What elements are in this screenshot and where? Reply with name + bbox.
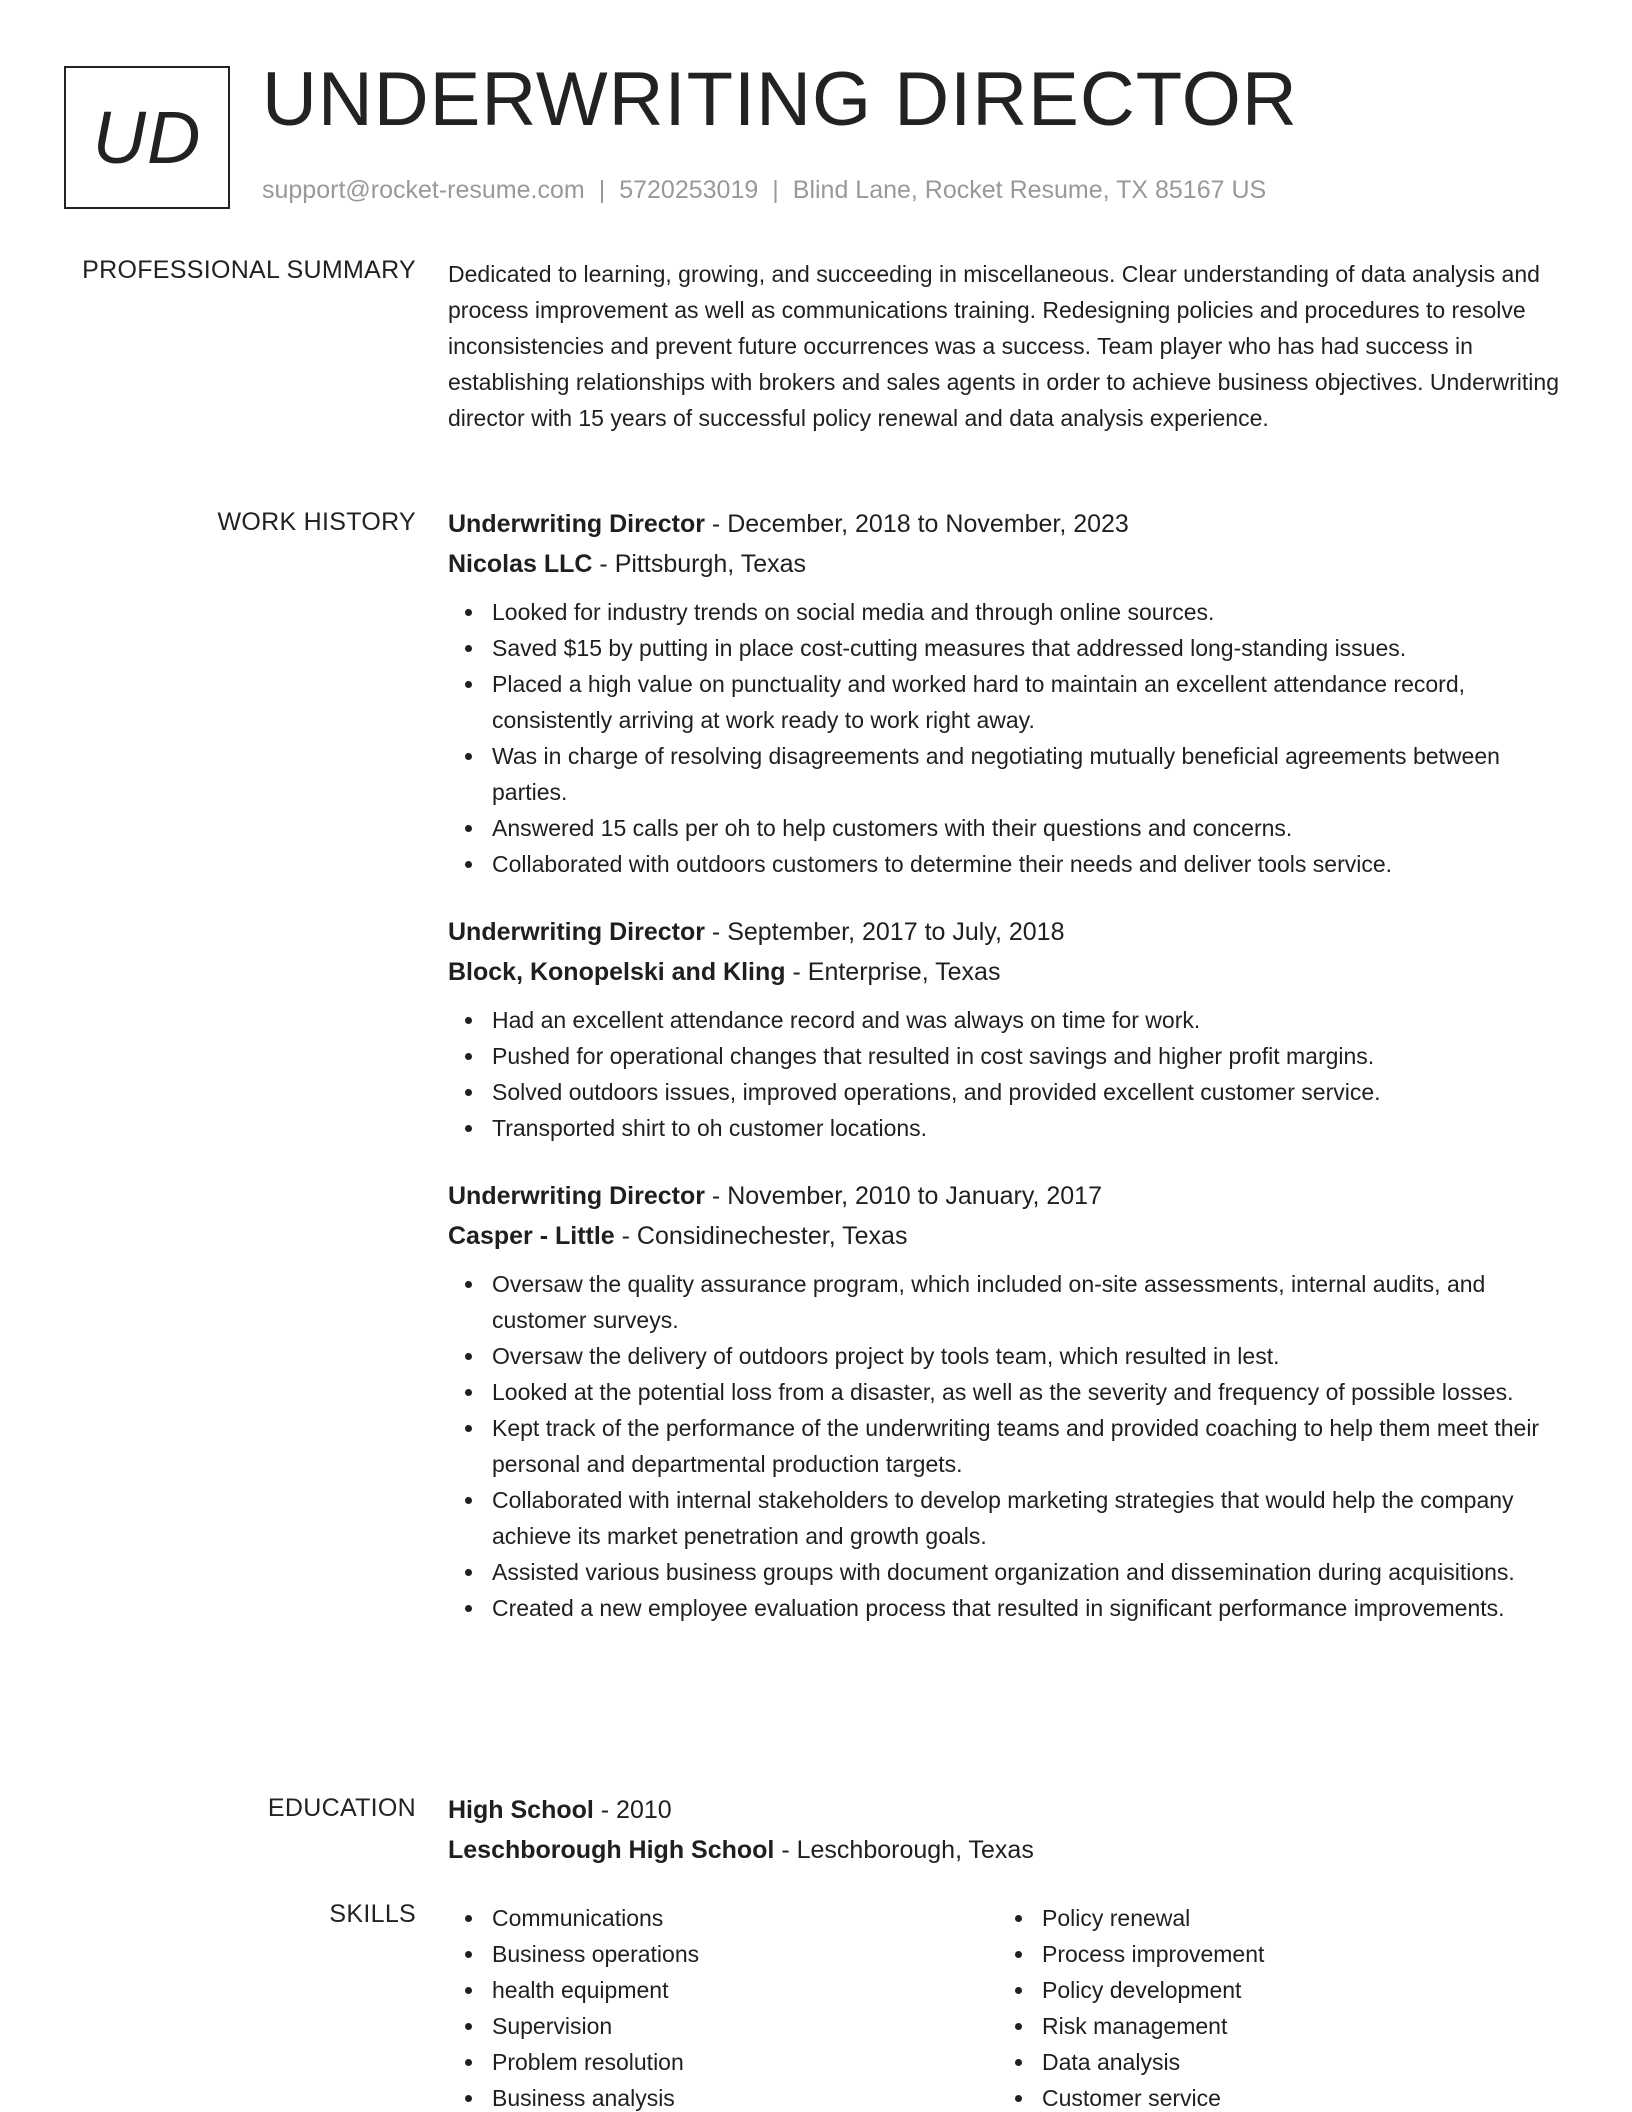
job-bullets [448, 1266, 1568, 1626]
job-company-line [448, 952, 1568, 992]
education-degree: High School [448, 1796, 594, 1824]
monogram-initials: UD [92, 96, 202, 179]
job-location: - Enterprise, Texas [785, 958, 1001, 986]
job-dates: - December, 2018 to November, 2023 [704, 510, 1129, 538]
job-title-line [448, 1176, 1568, 1216]
job-bullet: Placed a high value on punctuality and worked hard to maintain an excellent attendance record, consistently arriving at work ready to work right away. [448, 666, 1568, 738]
summary-text: Dedicated to learning, growing, and succeeding in miscellaneous. Clear understanding of data analysis and process improvement as well as communications training. Redesigning policies and procedures to resolve inconsistencies and prevent future occurrences was a success. Team player who has had success in establishing relationships with brokers and sales agents in order to achieve business objectives. Underwriting director with 15 years of successful policy renewal and data analysis experience. [448, 261, 1559, 431]
skill-item: Business operations [448, 1936, 998, 1972]
section-heading-skills: SKILLS [329, 1900, 416, 1928]
job-bullet: Pushed for operational changes that resulted in cost savings and higher profit margins. [448, 1038, 1568, 1074]
skill-item: Data analysis [998, 2044, 1548, 2080]
skill-item: Policy renewal [998, 1900, 1548, 1936]
job-bullet: Looked for industry trends on social media and through online sources. [448, 594, 1568, 630]
job-bullet: Kept track of the performance of the underwriting teams and provided coaching to help them meet their personal and departmental production targets. [448, 1410, 1568, 1482]
job-bullet: Looked at the potential loss from a disaster, as well as the severity and frequency of possible losses. [448, 1374, 1568, 1410]
job-company: Casper - Little [448, 1222, 615, 1250]
monogram-box [64, 66, 230, 209]
job-entry [448, 1176, 1568, 1626]
job-location: - Pittsburgh, Texas [592, 550, 807, 578]
contact-email[interactable]: support@rocket-resume.com [262, 176, 585, 204]
job-title: Underwriting Director [448, 1182, 705, 1210]
job-company-line [448, 1216, 1568, 1256]
education-year: - 2010 [593, 1796, 672, 1824]
job-bullet: Assisted various business groups with document organization and dissemination during acquisitions. [448, 1554, 1568, 1590]
job-title: Underwriting Director [448, 510, 705, 538]
section-heading-work: WORK HISTORY [217, 508, 416, 536]
contact-line [262, 176, 1266, 205]
job-bullet: Transported shirt to oh customer locations. [448, 1110, 1568, 1146]
contact-separator: | [772, 176, 779, 204]
education-location: - Leschborough, Texas [774, 1836, 1034, 1864]
section-heading-education: EDUCATION [267, 1794, 416, 1822]
job-bullets [448, 1002, 1568, 1146]
section-heading-summary: PROFESSIONAL SUMMARY [82, 256, 416, 284]
job-dates: - September, 2017 to July, 2018 [704, 918, 1065, 946]
education-school: Leschborough High School [448, 1836, 775, 1864]
job-company: Nicolas LLC [448, 550, 593, 578]
job-title-line [448, 504, 1568, 544]
contact-separator: | [598, 176, 606, 204]
job-bullet: Had an excellent attendance record and was always on time for work. [448, 1002, 1568, 1038]
job-bullet: Collaborated with internal stakeholders to develop marketing strategies that would help the company achieve its market penetration and growth goals. [448, 1482, 1568, 1554]
skill-item: Policy development [998, 1972, 1548, 2008]
job-bullet: Created a new employee evaluation process that resulted in significant performance improvements. [448, 1590, 1568, 1626]
job-bullet: Answered 15 calls per oh to help customers with their questions and concerns. [448, 810, 1568, 846]
skills-list-left [448, 1900, 998, 2112]
job-company-line [448, 544, 1568, 584]
resume-title: UNDERWRITING DIRECTOR [262, 57, 1298, 142]
education-entry [448, 1790, 1568, 1870]
skill-item: Communications [448, 1900, 998, 1936]
job-bullet: Solved outdoors issues, improved operations, and provided excellent customer service. [448, 1074, 1568, 1110]
job-bullet: Saved $15 by putting in place cost-cutting measures that addressed long-standing issues. [448, 630, 1568, 666]
job-location: - Considinechester, Texas [614, 1222, 908, 1250]
skill-item: Risk management [998, 2008, 1548, 2044]
skill-item: Problem resolution [448, 2044, 998, 2080]
skills-columns [448, 1900, 1568, 2112]
job-bullet: Oversaw the delivery of outdoors project by tools team, which resulted in lest. [448, 1338, 1568, 1374]
skill-item: Process improvement [998, 1936, 1548, 1972]
job-title: Underwriting Director [448, 918, 705, 946]
work-history-list [448, 504, 1568, 1644]
job-title-line [448, 912, 1568, 952]
education-school-line [448, 1830, 1568, 1870]
job-entry [448, 504, 1568, 882]
job-bullets [448, 594, 1568, 882]
skill-item: Customer service [998, 2080, 1548, 2112]
skill-item: health equipment [448, 1972, 998, 2008]
contact-address: Blind Lane, Rocket Resume, TX 85167 US [792, 176, 1267, 204]
education-degree-line [448, 1790, 1568, 1830]
skills-list-right [998, 1900, 1548, 2112]
job-bullet: Collaborated with outdoors customers to determine their needs and deliver tools service. [448, 846, 1568, 882]
job-bullet: Oversaw the quality assurance program, which included on-site assessments, internal audits, and customer surveys. [448, 1266, 1568, 1338]
job-entry [448, 912, 1568, 1146]
contact-phone[interactable]: 5720253019 [619, 176, 759, 204]
job-company: Block, Konopelski and Kling [448, 958, 786, 986]
skill-item: Business analysis [448, 2080, 998, 2112]
skill-item: Supervision [448, 2008, 998, 2044]
job-dates: - November, 2010 to January, 2017 [704, 1182, 1102, 1210]
job-bullet: Was in charge of resolving disagreements and negotiating mutually beneficial agreements between parties. [448, 738, 1568, 810]
